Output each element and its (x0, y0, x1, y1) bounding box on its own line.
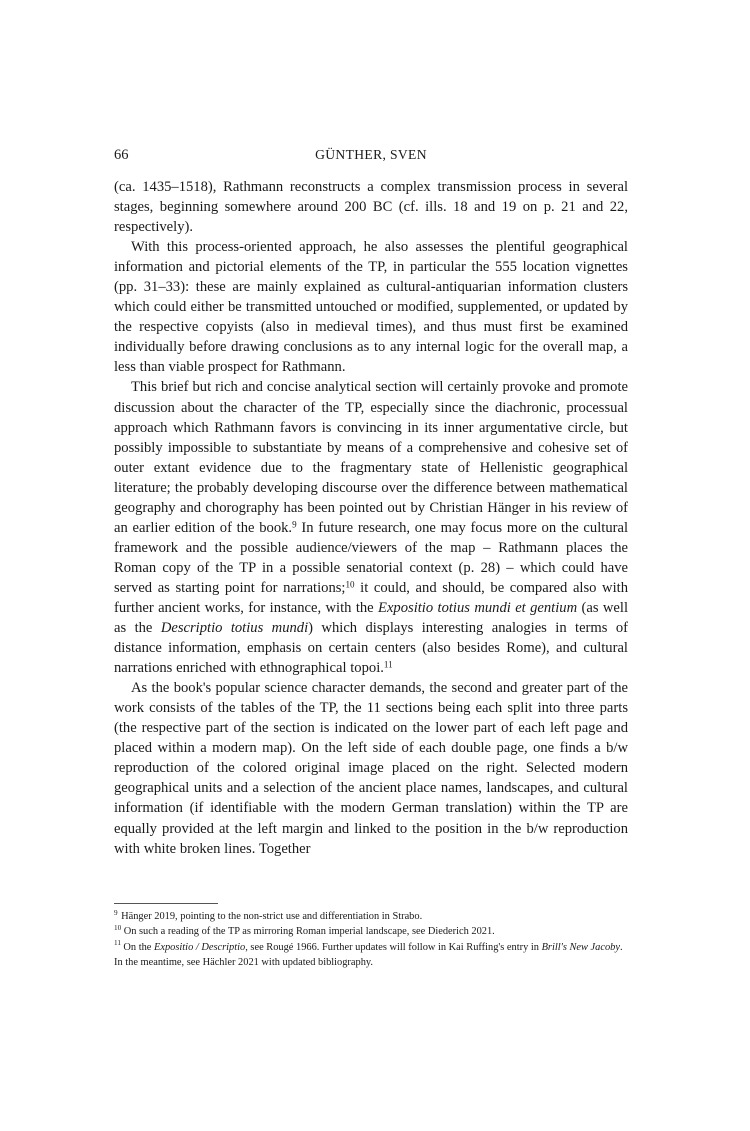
italic-title: Expositio / Descriptio (154, 941, 246, 953)
footnote-reference-10[interactable]: 10 (345, 579, 355, 590)
footnote-number: 9 (114, 908, 118, 917)
italic-title: Descriptio totius mundi (160, 620, 309, 637)
footnote-reference-11[interactable]: 11 (383, 659, 393, 670)
body-text-block (114, 177, 628, 859)
footnote-10: $^{10}$ On such a reading of the TP as mirroring Roman imperial landscape, see Diederich 2021. (114, 923, 495, 938)
footnote-11: $^{11}$ On the Expositio / Descriptio, see Rougé 1966. Further updates will follow in Kai Ruffing's entry in Brill's New Jacoby. In the meantime, see Hächler 2021 with updated bibliography. (114, 939, 623, 968)
italic-title: Expositio totius mundi et gentium (378, 599, 578, 616)
footnote-list (114, 909, 630, 970)
body-paragraph: This brief but rich and concise analytical section will certainly provoke and promote discussion about the character of the TP, especially since the diachronic, processual approach which Rathmann favors is convincing in its inner argumentative circle, but possibly impossible to substantiate by means of a comprehensive and cohesive set of outer extant evidence due to the fragmentary state of Hellenistic geographical literature; the probably developing discourse over the difference between mathematical geography and chorography has been pointed out by Christian Hänger in his review of an earlier edition of the book.$^9$ In future research, one may focus more on the cultural framework and the possible audience/viewers of the map – Rathmann places the Roman copy of the TP in a possible senatorial context (p. 28) – which could have served as starting point for narrations;$^{10}$ it could, and should, be compared also with further ancient works, for instance, with the Expositio totius mundi et gentium (as well as the Descriptio totius mundi) which displays interesting analogies in terms of distance information, emphasis on certain centers (also besides Rome), and cultural narrations enriched with ethnographical topoi.$^{11}$ (114, 379, 629, 677)
body-paragraph: With this process-oriented approach, he also assesses the plentiful geographical information and pictorial elements of the TP, in particular the 555 location vignettes (pp. 31–33): these are mainly explained as cultural-antiquarian information clusters which could either be transmitted untouched or modified, supplemented, or updated by the respective copyists (also in medieval times), and thus must first be examined individually before drawing conclusions as to any internal logic for the overall map, a less than viable prospect for Rathmann. (114, 239, 628, 376)
footnote-section (114, 903, 630, 970)
footnote-separator-rule (114, 903, 218, 904)
footnote-number: 10 (114, 923, 122, 932)
page-number: 66 (114, 147, 129, 163)
body-paragraph: (ca. 1435–1518), Rathmann reconstructs a complex transmission process in several stages, beginning somewhere around 200 BC (cf. ills. 18 and 19 on p. 21 and 22, respectively). (114, 179, 628, 236)
footnote-reference-9[interactable]: 9 (292, 519, 297, 530)
running-head-title: GÜNTHER, SVEN (315, 147, 427, 162)
body-paragraph: As the book's popular science character demands, the second and greater part of the work consists of the tables of the TP, the 11 sections being each split into three parts (the respective part of the section is indicated on the lower part of each left page and placed within a modern map). On the left side of each double page, one finds a b/w reproduction of the colored original image placed on the right. Selected modern geographical units and a selection of the ancient place names, landscapes, and cultural information (if identifiable with the modern German translation) within the TP are equally provided at the left margin and linked to the position in the b/w reproduction with white broken lines. Together (114, 680, 628, 857)
footnote-number: 11 (114, 939, 121, 948)
running-head (114, 145, 628, 165)
italic-title: Brill's New Jacoby (541, 941, 620, 953)
footnote-9: $^9$ Hänger 2019, pointing to the non-strict use and differentiation in Strabo. (114, 908, 423, 922)
